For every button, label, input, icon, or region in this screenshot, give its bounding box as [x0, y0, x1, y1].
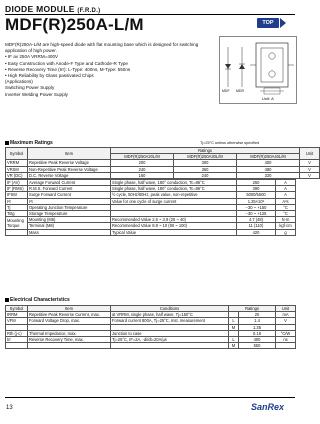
- figure-unit: Unit: A: [262, 96, 274, 101]
- model-title: MDF(R)250A-L/M: [5, 15, 144, 34]
- badge-arrow-icon: [280, 18, 286, 28]
- table-cell: Junction to case: [111, 330, 229, 336]
- intro-text: MDF(R)250A-L/M are high-speed diode with flat mounting base which is designed for switching application of high power.: [5, 42, 199, 54]
- table-cell: A: [276, 192, 296, 198]
- model-header: MDF(R)250A40L/M: [237, 154, 300, 160]
- col-unit: Unit: [276, 306, 296, 312]
- table-cell: 4.7 (48): [237, 217, 276, 223]
- model-header: MDF(R)250A30L/M: [174, 154, 237, 160]
- col-item: Item: [28, 306, 111, 312]
- table-cell: ns: [276, 337, 296, 343]
- feature-item: • Easy Construction with Anode-F Type and Cathode-R Type: [5, 60, 128, 66]
- table-cell: 160: [111, 172, 174, 178]
- table-cell: Tj: [6, 204, 28, 210]
- table-cell: Surge Forward Current: [28, 192, 111, 198]
- table-cell: −30 ~ +150: [237, 204, 276, 210]
- table-cell: [6, 229, 28, 235]
- table-row: [6, 223, 296, 229]
- table-cell: °C: [276, 204, 296, 210]
- table-cell: A: [276, 180, 296, 186]
- table-row: [6, 217, 296, 223]
- table-cell: VRRM: [6, 160, 28, 166]
- table-cell: V: [276, 318, 296, 324]
- table-cell: M: [229, 343, 239, 349]
- table-cell: IFSM: [6, 192, 28, 198]
- table-cell: [276, 343, 296, 349]
- table-cell: Tj=25°C, IF=2A, -di/dt=20A/μs: [111, 337, 229, 343]
- table-cell: [111, 343, 229, 349]
- table-cell: Mounting Torque: [6, 217, 28, 229]
- feature-item: • IF av 250A VRRM=400V: [5, 54, 59, 60]
- table-cell: 400: [237, 160, 300, 166]
- max-ratings-title: Maximum Ratings: [5, 140, 53, 146]
- package-figure: [219, 36, 297, 104]
- table-cell: Mass: [28, 229, 111, 235]
- table-row: [6, 229, 296, 235]
- table-cell: Repetitive Peak Reverse Current, max.: [28, 312, 111, 318]
- category-text: DIODE MODULE: [5, 4, 75, 14]
- table-cell: 320: [237, 172, 300, 178]
- table-row: [6, 186, 296, 192]
- table-cell: 240: [111, 166, 174, 172]
- table-cell: Mounting (M6): [28, 217, 111, 223]
- col-ratings: Ratings: [111, 148, 300, 154]
- table-cell: ½ cycle, 50Hz/60Hz, peak value, non-repetitive: [111, 192, 237, 198]
- table-cell: 5000/5500: [237, 192, 276, 198]
- table-cell: Single phase, half wave, 180° conduction, Tc=86°C: [111, 186, 237, 192]
- electrical-table: [5, 305, 296, 349]
- col-unit: Unit: [300, 148, 320, 160]
- max-ratings-table-lower: [5, 179, 296, 236]
- table-cell: V: [300, 160, 320, 166]
- table-cell: IF (RMS): [6, 186, 28, 192]
- table-cell: Non-Repetitive Peak Reverse Voltage: [28, 166, 111, 172]
- table-cell: 420: [237, 229, 276, 235]
- table-cell: °C: [276, 211, 296, 217]
- feature-item: • High Reliability by Glass passivated Chips: [5, 73, 94, 79]
- section-square-icon: [5, 298, 9, 302]
- category-suffix: (F.R.D.): [77, 8, 101, 14]
- table-cell: L: [229, 337, 239, 343]
- table-cell: D.C. Reverse Voltage: [28, 172, 111, 178]
- table-cell: Storage Temperature: [28, 211, 111, 217]
- table-cell: A: [276, 186, 296, 192]
- table-cell: Forward Voltage Drop, max.: [28, 318, 111, 324]
- table-cell: VFM: [6, 318, 28, 324]
- table-cell: I²t: [28, 198, 111, 204]
- application-item: Switching Power Supply: [5, 85, 55, 91]
- table-cell: Typical Value: [111, 229, 237, 235]
- sanrex-logo: SanRex: [251, 402, 285, 412]
- electrical-title: Electrical Characteristics: [5, 297, 70, 303]
- table-cell: Recommended Value 8.8 ~ 10 (90 ~ 100): [111, 223, 237, 229]
- table-cell: 300: [174, 160, 237, 166]
- table-cell: IF (AV): [6, 180, 28, 186]
- table-cell: R.M.S. Forward Current: [28, 186, 111, 192]
- table-cell: g: [276, 229, 296, 235]
- table-cell: 550: [239, 343, 276, 349]
- table-cell: 1.4: [239, 318, 276, 324]
- table-cell: Thermal Impedance, max.: [28, 330, 111, 336]
- feature-item: • Reverse Recovery Time (trr): L-Type: 400ns, M-Type: 550ns: [5, 66, 131, 72]
- section-square-icon: [5, 141, 9, 145]
- table-cell: kgf·cm: [276, 223, 296, 229]
- table-cell: 20: [239, 312, 276, 318]
- model-header: MDF(R)250A20L/M: [111, 154, 174, 160]
- table-cell: 250: [237, 180, 276, 186]
- table-cell: 0.18: [239, 330, 276, 336]
- footer-divider: [5, 397, 295, 398]
- table-cell: Single phase, half wave, 180° conduction, Tc=86°C: [111, 180, 237, 186]
- table-cell: at VRRM, single phase, half wave, Tj=150°C: [111, 312, 229, 318]
- table-cell: A²s: [276, 198, 296, 204]
- table-cell: Repetitive Peak Reverse Voltage: [28, 160, 111, 166]
- table-cell: Average Forward Current: [28, 180, 111, 186]
- table-cell: [6, 343, 28, 349]
- table-cell: N·m: [276, 217, 296, 223]
- max-ratings-table: [5, 147, 320, 179]
- application-item: Inverter Welding Power Supply: [5, 91, 68, 97]
- module-outline-icon: [220, 37, 296, 103]
- applications-title: (Applications): [5, 79, 33, 85]
- table-row: [6, 172, 320, 178]
- table-cell: Operating Junction Temperature: [28, 204, 111, 210]
- table-cell: 1.35: [239, 324, 276, 330]
- pin-label: MDF: [222, 89, 230, 93]
- table-row: [6, 180, 296, 186]
- table-cell: V: [300, 166, 320, 172]
- table-cell: Value for one cycle of surge current: [111, 198, 237, 204]
- table-cell: °C/W: [276, 330, 296, 336]
- table-row: [6, 192, 296, 198]
- description: [5, 42, 215, 98]
- table-cell: Tstg: [6, 211, 28, 217]
- table-cell: trr: [6, 337, 28, 343]
- table-cell: 360: [174, 166, 237, 172]
- max-ratings-note: Tj=25°C unless otherwise specified: [200, 141, 260, 145]
- pin-label: MDR: [236, 89, 244, 93]
- table-cell: VRSM: [6, 166, 28, 172]
- table-cell: 1.25×10⁵: [237, 198, 276, 204]
- table-cell: 390: [237, 186, 276, 192]
- col-conditions: Conditions: [111, 306, 229, 312]
- table-cell: M: [229, 324, 239, 330]
- col-symbol: Symbol: [6, 148, 28, 160]
- table-cell: [28, 343, 111, 349]
- col-item: Item: [28, 148, 111, 160]
- col-symbol: Symbol: [6, 306, 28, 312]
- top-badge: TOP: [257, 18, 279, 28]
- table-cell: 400: [239, 337, 276, 343]
- table-cell: Forward current 800A, Tj=25°C, Inst. measurement: [111, 318, 229, 324]
- col-ratings: Ratings: [229, 306, 276, 312]
- table-cell: Terminal (M8): [28, 223, 111, 229]
- table-cell: mA: [276, 312, 296, 318]
- table-cell: 200: [111, 160, 174, 166]
- category-label: [5, 4, 100, 14]
- table-cell: −30 ~ +125: [237, 211, 276, 217]
- table-cell: I²t: [6, 198, 28, 204]
- table-cell: Rth (j-c): [6, 330, 28, 336]
- table-cell: IRRM: [6, 312, 28, 318]
- table-cell: 480: [237, 166, 300, 172]
- page-number: 13: [6, 405, 13, 411]
- table-cell: 240: [174, 172, 237, 178]
- table-row: [6, 343, 296, 349]
- table-cell: Recommended Value 2.5 ~ 3.9 (25 ~ 40): [111, 217, 237, 223]
- table-cell: L: [229, 318, 239, 324]
- table-cell: V: [300, 172, 320, 178]
- table-cell: 11 (110): [237, 223, 276, 229]
- table-cell: Reverse Recovery Time, max.: [28, 337, 111, 343]
- table-cell: VR (DC): [6, 172, 28, 178]
